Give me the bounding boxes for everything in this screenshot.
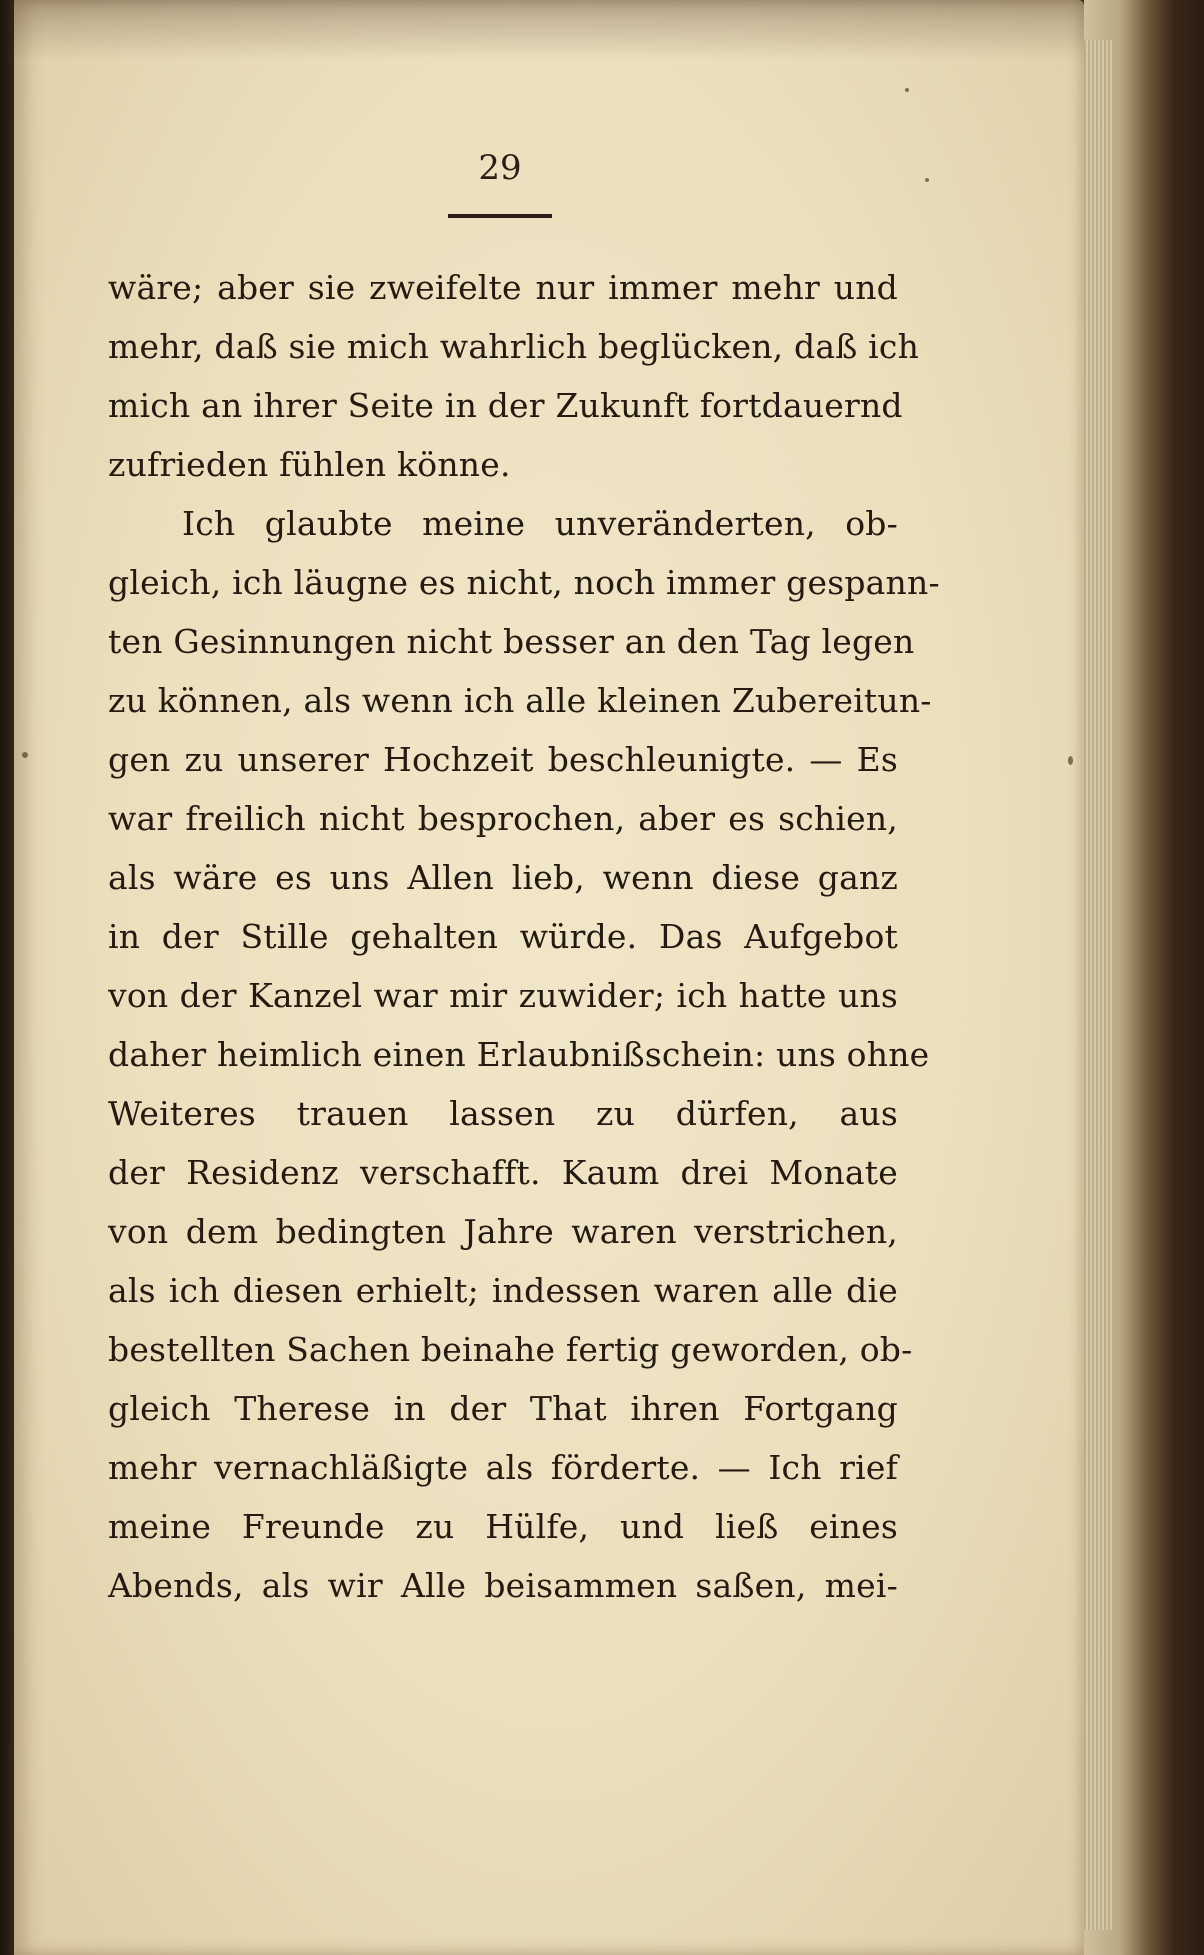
body-text — [108, 258, 940, 1615]
text-line: zu können, als wenn ich alle kleinen Zubereitun- — [108, 681, 932, 720]
text-line: als wäre es uns Allen lieb, wenn diese ganz — [108, 858, 898, 897]
text-line: mehr, daß sie mich wahrlich beglücken, daß ich — [108, 327, 920, 366]
paper-speck — [905, 88, 909, 92]
paper-speck — [22, 752, 28, 758]
page-stack — [1082, 40, 1112, 1930]
text-line: gleich, ich läugne es nicht, noch immer gespann- — [108, 563, 940, 602]
text-line: bestellten Sachen beinahe fertig geworden, ob- — [108, 1330, 913, 1369]
paper-speck — [1068, 756, 1073, 765]
text-line: Abends, als wir Alle beisammen saßen, mei- — [108, 1566, 898, 1605]
text-line: von dem bedingten Jahre waren verstrichen, — [108, 1212, 898, 1251]
text-line: war freilich nicht besprochen, aber es schien, — [108, 799, 898, 838]
text-line: ten Gesinnungen nicht besser an den Tag legen — [108, 622, 915, 661]
text-line: wäre; aber sie zweifelte nur immer mehr und — [108, 268, 898, 307]
text-line: Weiteres trauen lassen zu dürfen, aus — [108, 1094, 898, 1133]
text-line: mich an ihrer Seite in der Zukunft fortdauernd — [108, 386, 903, 425]
text-line: gen zu unserer Hochzeit beschleunigte. — Es — [108, 740, 898, 779]
page-shadow — [14, 0, 1084, 60]
paper-speck — [925, 178, 929, 182]
page-number-rule — [448, 214, 552, 218]
text-line: in der Stille gehalten würde. Das Aufgebot — [108, 917, 898, 956]
text-line: als ich diesen erhielt; indessen waren alle die — [108, 1271, 898, 1310]
text-line: gleich Therese in der That ihren Fortgang — [108, 1389, 898, 1428]
text-line: mehr vernachläßigte als förderte. — Ich rief — [108, 1448, 898, 1487]
text-line: daher heimlich einen Erlaubnißschein: uns ohne — [108, 1035, 930, 1074]
text-line: der Residenz verschafft. Kaum drei Monate — [108, 1153, 898, 1192]
page-number: 29 — [478, 148, 522, 188]
text-line: zufrieden fühlen könne. — [108, 445, 511, 484]
text-line: Ich glaubte meine unveränderten, ob- — [182, 504, 898, 543]
text-line: von der Kanzel war mir zuwider; ich hatte uns — [108, 976, 898, 1015]
text-line: meine Freunde zu Hülfe, und ließ eines — [108, 1507, 898, 1546]
